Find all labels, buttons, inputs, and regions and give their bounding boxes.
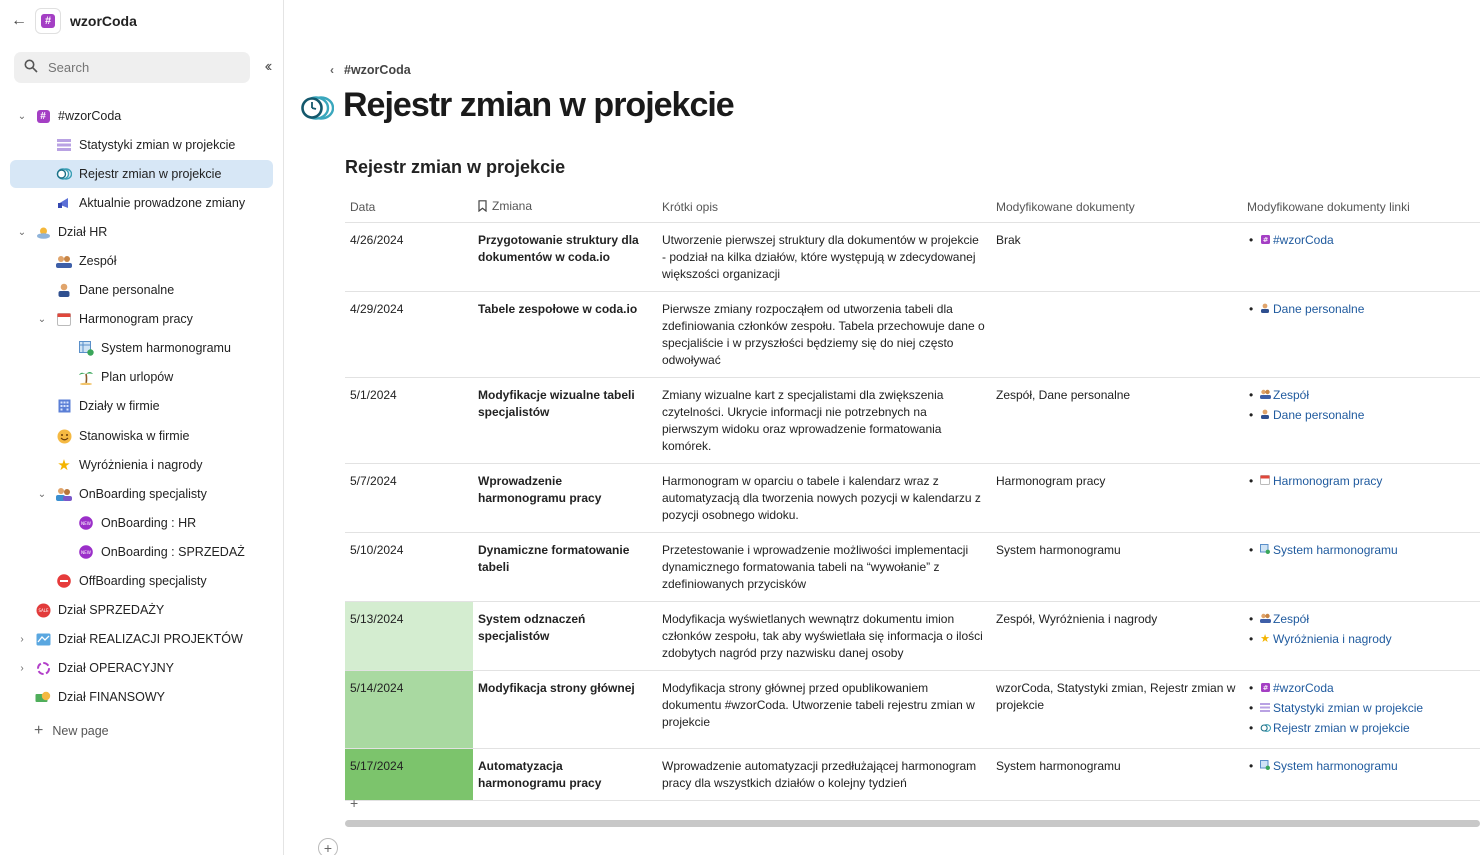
map-icon [35,631,51,647]
sidebar-item-label: OnBoarding specjalisty [79,487,207,501]
sidebar-item-label: Dane personalne [79,283,175,297]
doc-link-item[interactable] [1259,407,1480,424]
sidebar-item-label: Dział HR [58,225,108,239]
clock-rings-icon [1259,721,1271,738]
cell-description[interactable]: Modyfikacja strony głównej przed opublikowaniem dokumentu #wzorCoda. Utworzenie tabeli rejestru zmian w projekcie [657,670,991,748]
sidebar-item-plan-urlopow[interactable] [10,363,273,391]
new-page-button[interactable] [34,722,109,740]
sidebar-item-label: Wyróżnienia i nagrody [79,458,203,472]
sale-badge-icon [35,602,51,618]
sidebar-item-label: #wzorCoda [58,109,122,123]
new-badge-icon [78,515,94,531]
svg-text:#: • # [1262,235,1268,244]
cell-change[interactable]: Modyfikacje wizualne tabeli specjalistów [473,377,657,463]
chevron-right-icon[interactable]: › [20,662,24,674]
cell-change[interactable]: Automatyzacja harmonogramu pracy [473,748,657,800]
cell-modified-docs[interactable] [991,291,1242,377]
sidebar-item-label: Działy w firmie [79,399,160,413]
doc-link-item[interactable] [1259,301,1480,318]
doc-link-item[interactable] [1259,542,1480,559]
cell-modified-docs-links [1242,748,1480,800]
clock-rings-icon [300,96,334,120]
links-list [1247,387,1480,424]
doc-link-item[interactable] [1259,680,1480,697]
collapse-sidebar-icon[interactable]: ‹‹ [264,58,270,75]
sidebar-item-label: Harmonogram pracy [79,312,193,326]
cell-description[interactable]: Zmiany wizualne kart z specjalistami dla zwiększenia czytelności. Ukrycie informacji nie potrzebnych na pierwszym widoku oraz wprowadzenie formatowania komórek. [657,377,991,463]
palm-tree-icon [78,369,94,385]
sidebar-item-wyroznienia[interactable] [10,451,273,479]
doc-link-item[interactable] [1259,473,1480,490]
cell-date[interactable]: 5/17/2024 [345,748,473,800]
cell-date[interactable]: 5/13/2024 [345,601,473,670]
star-icon: ★ [57,457,71,474]
cell-description[interactable]: Harmonogram w oparciu o tabele i kalendarz wraz z automatyzacją dla tworzenia nowych pozycji w kalendarzu z pozycji osobnego widoku. [657,463,991,532]
cell-change[interactable]: Wprowadzenie harmonogramu pracy [473,463,657,532]
search-box[interactable] [14,52,250,83]
search-input[interactable] [48,60,238,75]
table-title: Rejestr zmian w projekcie [345,157,566,177]
cell-modified-docs[interactable]: Harmonogram pracy [991,463,1242,532]
links-list [1247,542,1480,559]
sidebar-item-onboarding-sprzedaz[interactable] [10,538,273,566]
column-header-opis[interactable]: Krótki opis [657,193,991,222]
cell-modified-docs-links [1242,601,1480,670]
cell-date[interactable]: 4/29/2024 [345,291,473,377]
sidebar-item-dane-personalne[interactable] [10,276,273,304]
svg-text:SALE: SALE [37,607,49,613]
chevron-down-icon[interactable]: ⌄ [17,226,27,238]
list-icon [56,137,72,153]
table-add-icon [1259,759,1271,776]
column-header-dokumenty[interactable]: Modyfikowane dokumenty [991,193,1242,222]
doc-link[interactable]: Dane personalne [1273,407,1365,422]
cell-description[interactable]: Wprowadzenie automatyzacji przedłużającej harmonogram pracy dla wszystkich działów o kolejny tydzień [657,748,991,800]
chevron-right-icon[interactable]: › [20,633,24,645]
breadcrumb[interactable] [330,63,411,77]
clock-rings-icon [56,166,72,182]
money-icon [35,689,51,705]
doc-link[interactable]: #wzorCoda [1273,680,1334,695]
cell-date[interactable]: 5/10/2024 [345,532,473,601]
table-row[interactable] [345,463,1480,532]
links-list [1247,758,1480,775]
team-icon [1259,388,1271,405]
cell-modified-docs-links [1242,222,1480,291]
cell-change[interactable]: Dynamiczne formatowanie tabeli [473,532,657,601]
sidebar-item-zespol[interactable] [10,247,273,275]
sidebar-item-label: Dział OPERACYJNY [58,661,174,675]
column-header-data[interactable]: Data [345,193,473,222]
doc-link-item[interactable] [1259,720,1480,737]
doc-link-item[interactable] [1259,700,1480,717]
sidebar-item-label: Zespół [79,254,117,268]
person-icon [56,282,72,298]
sidebar-item-dzial-finansowy[interactable] [10,683,273,711]
star-icon: • ★ [1260,632,1270,645]
doc-link-item[interactable] [1259,758,1480,775]
links-list [1247,611,1480,648]
sidebar-item-label: Dział FINANSOWY [58,690,165,704]
doc-link[interactable]: Zespół [1273,387,1310,402]
doc-link-item[interactable] [1259,387,1480,404]
table-row[interactable] [345,601,1480,670]
cell-date[interactable]: 5/14/2024 [345,670,473,748]
sidebar-item-aktualnie[interactable] [10,189,273,217]
cell-change[interactable]: Przygotowanie struktury dla dokumentów w coda.io [473,222,657,291]
sidebar-item-dzial-operacyjny[interactable] [10,654,273,682]
sidebar-item-dzial-realizacji[interactable] [10,625,273,653]
new-page-label: New page [52,724,109,738]
sidebar-item-label: Rejestr zmian w projekcie [79,167,222,181]
hash-icon: # [35,108,51,124]
changes-table [345,193,1480,801]
doc-link[interactable]: #wzorCoda [1273,232,1334,247]
sun-cloud-icon [35,224,51,240]
cell-modified-docs[interactable]: Brak [991,222,1242,291]
hash-icon [1259,233,1271,250]
team-icon [56,253,72,269]
sidebar-item-label: Stanowiska w firmie [79,429,190,443]
svg-text:NEW: NEW [81,549,91,555]
table-add-icon [1259,543,1271,560]
megaphone-icon [56,195,72,211]
sidebar-item-label: Dział SPRZEDAŻY [58,603,165,617]
table-body [345,222,1480,800]
doc-link-item[interactable] [1259,631,1480,648]
horizontal-scrollbar[interactable] [345,820,1480,827]
cell-change[interactable]: Tabele zespołowe w coda.io [473,291,657,377]
sidebar-item-label: Plan urlopów [101,370,174,384]
sidebar-item-rejestr[interactable] [10,160,273,188]
sidebar-item-harmonogram[interactable] [10,305,273,333]
cycle-icon [35,660,51,676]
add-row-button[interactable]: + [350,795,359,811]
table-add-icon [78,340,94,356]
doc-link-item[interactable] [1259,232,1480,249]
new-badge-icon [78,544,94,560]
bookmark-icon [478,200,487,215]
table-row[interactable] [345,377,1480,463]
cell-modified-docs-links [1242,291,1480,377]
cell-modified-docs[interactable]: Zespół, Wyróżnienia i nagrody [991,601,1242,670]
back-arrow-icon[interactable]: ← [11,12,27,29]
cell-change[interactable]: System odznaczeń specjalistów [473,601,657,670]
links-list [1247,232,1480,249]
plus-icon: + [34,722,44,739]
sidebar-item-onboarding[interactable] [10,480,273,508]
calendar-icon [1259,474,1271,491]
cell-description[interactable]: Pierwsze zmiany rozpocząłem od utworzenia tabeli dla zdefiniowania członków zespołu. Tabela przechowuje dane o specjaliście i w przyszłości będziemy się do niej często odwoływać [657,291,991,377]
sidebar-header [0,0,284,42]
doc-link[interactable]: System harmonogramu [1273,542,1398,557]
sidebar [0,0,284,855]
doc-link[interactable]: Rejestr zmian w projekcie [1273,720,1410,735]
links-list [1247,473,1480,490]
svg-text:NEW: NEW [81,520,91,526]
search-icon [24,59,38,73]
page-title: Rejestr zmian w projekcie [343,86,734,124]
sidebar-item-label: Aktualnie prowadzone zmiany [79,196,246,210]
doc-icon[interactable] [35,8,61,34]
column-header-label: Zmiana [492,199,533,214]
cell-date[interactable]: 4/26/2024 [345,222,473,291]
links-list [1247,301,1480,318]
chevron-down-icon[interactable]: ⌄ [37,488,47,500]
column-header-zmiana[interactable] [473,193,657,222]
sidebar-item-label: Dział REALIZACJI PROJEKTÓW [58,632,243,646]
add-block-button[interactable]: + [318,838,338,855]
person-icon [1259,302,1271,319]
smiley-icon [56,428,72,444]
hash-icon [1259,681,1271,698]
cell-modified-docs-links [1242,463,1480,532]
sidebar-item-dzial-sprzedazy[interactable] [10,596,273,624]
cell-modified-docs[interactable]: Zespół, Dane personalne [991,377,1242,463]
table-row[interactable] [345,532,1480,601]
cell-change[interactable]: Modyfikacja strony głównej [473,670,657,748]
doc-link[interactable]: Zespół [1273,611,1310,626]
team-icon [1259,612,1271,629]
sidebar-item-statystyki[interactable] [10,131,273,159]
chevron-down-icon[interactable]: ⌄ [17,110,27,122]
cell-description[interactable]: Przetestowanie i wprowadzenie możliwości implementacji dynamicznego formatowania tabeli na “wywołanie” z zdefiniowanych przycisków [657,532,991,601]
cell-modified-docs-links [1242,532,1480,601]
sidebar-item-label: System harmonogramu [101,341,231,355]
sidebar-item-dzialy-w-firmie[interactable] [10,392,273,420]
building-icon [56,398,72,414]
cell-modified-docs[interactable]: System harmonogramu [991,748,1242,800]
column-header-linki[interactable]: Modyfikowane dokumenty linki [1242,193,1480,222]
cell-date[interactable]: 5/7/2024 [345,463,473,532]
chevron-down-icon[interactable]: ⌄ [37,313,47,325]
table-row[interactable] [345,670,1480,748]
table-row[interactable] [345,291,1480,377]
table-header-row [345,193,1480,222]
cell-modified-docs[interactable]: wzorCoda, Statystyki zmian, Rejestr zmian w projekcie [991,670,1242,748]
doc-link[interactable]: Wyróżnienia i nagrody [1273,631,1392,646]
cell-modified-docs-links [1242,670,1480,748]
sidebar-item-dzial-hr[interactable] [10,218,273,246]
cell-modified-docs-links [1242,377,1480,463]
chevron-left-icon: ‹ [330,63,334,77]
links-list [1247,680,1480,737]
sidebar-item-stanowiska[interactable] [10,422,273,450]
cell-date[interactable]: 5/1/2024 [345,377,473,463]
doc-name[interactable]: wzorCoda [70,13,137,29]
list-icon [1259,701,1271,718]
sidebar-item-label: OnBoarding : HR [101,516,197,530]
doc-link[interactable]: Statystyki zmian w projekcie [1273,700,1424,715]
table-row[interactable] [345,748,1480,800]
main-content [285,0,1480,855]
no-entry-icon [56,573,72,589]
sidebar-item-system-harmonogramu[interactable] [10,334,273,362]
svg-text:#: • # [1262,683,1268,692]
doc-link[interactable]: System harmonogramu [1273,758,1398,773]
sidebar-item-wzorcoda[interactable] [10,102,273,130]
cell-modified-docs[interactable]: System harmonogramu [991,532,1242,601]
doc-link-item[interactable] [1259,611,1480,628]
hash-icon: # [41,14,55,28]
breadcrumb-label[interactable]: #wzorCoda [344,63,411,77]
cell-description[interactable]: Modyfikacja wyświetlanych wewnątrz dokumentu imion członków zespołu, tak aby wyświetlała się informacja o ilości zdobytych nagród przy nazwisku danej osoby [657,601,991,670]
calendar-icon [56,311,72,327]
sidebar-item-label: OffBoarding specjalisty [79,574,207,588]
sidebar-item-label: OnBoarding : SPRZEDAŻ [101,545,245,559]
cell-description[interactable]: Utworzenie pierwszej struktury dla dokumentów w projekcie - podział na kilka działów, które występują w zdecydowanej większości organizacji [657,222,991,291]
people-icon [56,486,72,502]
table-row[interactable] [345,222,1480,291]
sidebar-item-label: Statystyki zmian w projekcie [79,138,236,152]
doc-link[interactable]: Dane personalne [1273,301,1365,316]
doc-link[interactable]: Harmonogram pracy [1273,473,1383,488]
sidebar-item-onboarding-hr[interactable] [10,509,273,537]
sidebar-item-offboarding[interactable] [10,567,273,595]
person-icon [1259,408,1271,425]
